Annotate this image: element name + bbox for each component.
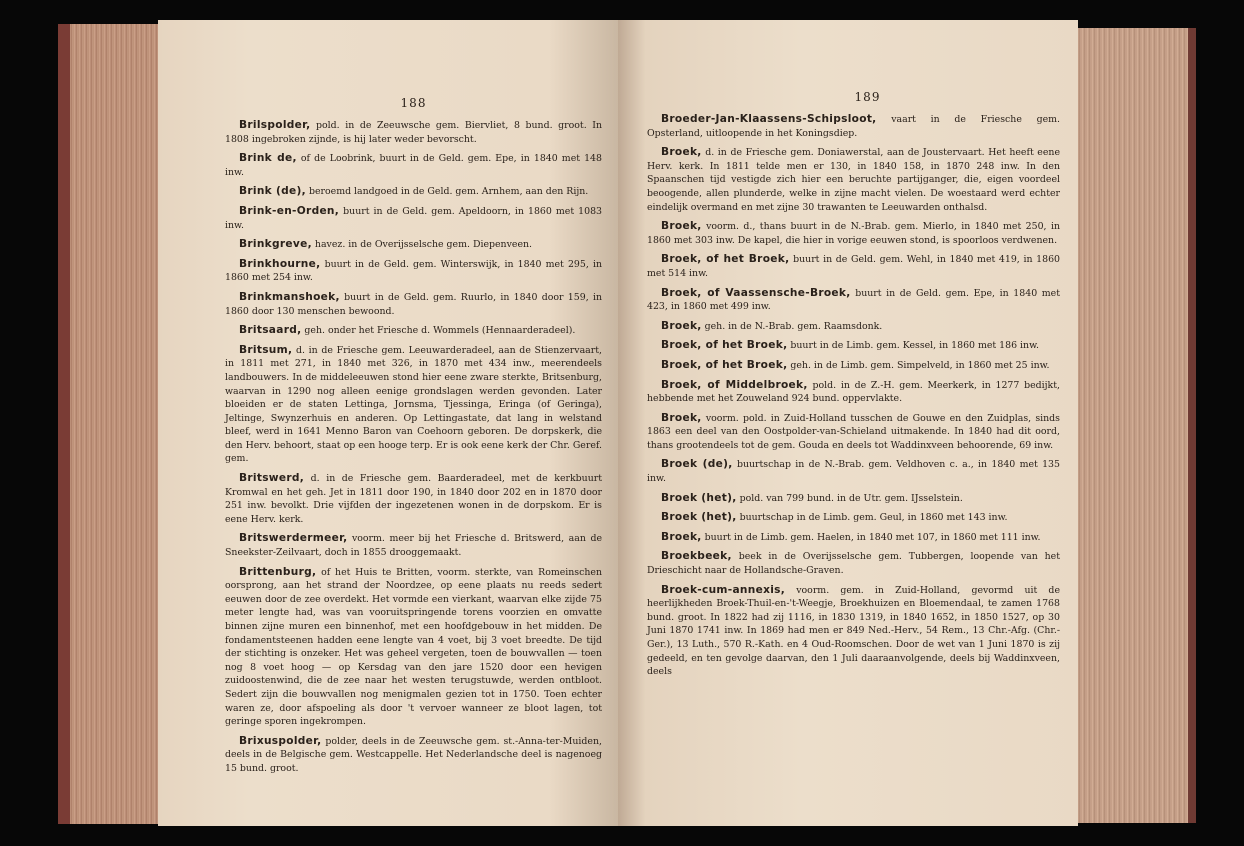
entry-headword: Brink de, xyxy=(239,152,297,165)
dictionary-entry xyxy=(647,511,1060,525)
entry-headword: Broek, xyxy=(661,530,702,543)
dictionary-entry xyxy=(225,344,602,466)
dictionary-entry xyxy=(647,379,1060,406)
entry-headword: Broek, xyxy=(661,146,702,159)
dictionary-entry xyxy=(647,113,1060,140)
entry-text: buurt in de Geld. gem. Wehl, in 1840 met 419, in 1860 met 514 inw. xyxy=(647,254,1061,279)
entry-headword: Broek, of het Broek, xyxy=(661,253,790,266)
dictionary-entry xyxy=(225,532,602,559)
entry-headword: Brittenburg, xyxy=(239,565,317,578)
entry-headword: Brinkhourne, xyxy=(239,257,321,270)
entry-text: buurt in de Limb. gem. Kessel, in 1860 met 186 inw. xyxy=(787,340,1039,352)
dictionary-entry xyxy=(647,531,1060,545)
entry-headword: Britswerdermeer, xyxy=(239,532,348,545)
entry-headword: Broek (het), xyxy=(661,491,737,504)
entry-text: buurt in de Geld. gem. Apeldoorn, in 1860 met 1083 inw. xyxy=(225,205,602,231)
entry-headword: Brixuspolder, xyxy=(239,734,322,747)
entry-text: pold. in de Zeeuwsche gem. Biervliet, 8 bund. groot. In 1808 ingebroken zijnde, is hij later weder bevorscht. xyxy=(225,120,602,145)
entry-text: buurt in de Geld. gem. Winterswijk, in 1840 met 295, in 1860 met 254 inw. xyxy=(225,258,602,284)
entry-headword: Broek, of het Broek, xyxy=(661,339,788,352)
entry-text: beroemd landgoed in de Geld. gem. Arnhem, aan den Rijn. xyxy=(305,186,589,198)
dictionary-entry xyxy=(647,320,1060,334)
dictionary-entry xyxy=(647,146,1060,214)
left-page xyxy=(158,20,618,826)
dictionary-entry xyxy=(647,287,1060,314)
entry-text: pold. in de Z.-H. gem. Meerkerk, in 1277 bedijkt, hebbende met het Zouweland 924 bund. oppervlakte. xyxy=(647,379,1060,405)
entry-text: d. in de Friesche gem. Leeuwarderadeel, aan de Stienzervaart, in 1811 met 271, in 1840 met 326, in 1870 met 434 inw., meerendeels landbouwers. In de middeleeuwen stond hier eene zware sterkte, Britsenburg, waarvan in 1290 nog alleen eenige grondslagen werden gevonden. Later bloeiden er de staten Lettinga, Jornsma, Tjessinga, Eringa (of Geringa), Jeltinge, Swynzerhuis en anderen. Op Lettingastate, dat lang in welstand bleef, werd in 1641 Menno Baron van Coehoorn geboren. De dorpskerk, die den Herv. behoort, staat op een hooge terp. Er is ook eene kerk der Chr. Geref. gem. xyxy=(225,344,602,465)
dictionary-entry xyxy=(225,258,602,285)
dictionary-entry xyxy=(647,584,1060,679)
entry-text: pold. van 799 bund. in de Utr. gem. IJsselstein. xyxy=(736,492,963,504)
right-page-edges xyxy=(1066,28,1196,823)
left-page-number: 188 xyxy=(400,96,427,110)
dictionary-entry xyxy=(647,220,1060,247)
entry-headword: Broek-cum-annexis, xyxy=(661,583,786,596)
dictionary-entry xyxy=(647,458,1060,485)
entry-text: of het Huis te Britten, voorm. sterkte, van Romeinschen oorsprong, aan het strand der Noordzee, op eene plaats nu reeds sedert eeuwen door de zee overdekt. Het vormde een vierkant, waarvan elke zijde 75 meter lengte had, was van vooruitspringende torens voorzien en omvatte binnen zijne muren een binnenhof, met een hoofdgebouw in het midden. De fondamentsteenen hadden eene lengte van 4 voet, bij 3 voet breedte. De tijd der stichting is onzeker. Het was geheel vergeten, toen de bouwvallen — toen nog 8 voet hoog — op Kersdag van den jare 1520 door een hevigen zuidoostenwind, die de zee naar het westen terugstuwde, werden ontbloot. Sedert zijn die bouwvallen nog menigmalen gezien tot in 1750. Toen echter waren ze, door afspoeling als door 't vervoer wanneer ze bloot lagen, tot geringe sporen ingekrompen. xyxy=(225,566,602,728)
entry-headword: Broek, of Middelbroek, xyxy=(661,378,808,391)
right-page-number: 189 xyxy=(854,90,881,104)
dictionary-entry xyxy=(225,291,602,318)
entry-headword: Broek, xyxy=(661,220,702,233)
right-page xyxy=(618,20,1078,826)
entry-text: voorm. pold. in Zuid-Holland tusschen de Gouwe en den Zuidplas, sinds 1863 een deel van den Oostpolder-van-Schieland uitmakende. In 1840 had dit oord, thans grootendeels tot de gem. Gouda en deels tot Waddinxveen behoorende, 69 inw. xyxy=(647,412,1060,451)
entry-headword: Brink-en-Orden, xyxy=(239,204,340,217)
dictionary-entry xyxy=(225,566,602,729)
entry-headword: Brilspolder, xyxy=(239,119,311,131)
entry-text: d. in de Friesche gem. Doniawerstal, aan de Joustervaart. Het heeft eene Herv. kerk. In 1811 telde men er 130, in 1840 158, in 1870 248 inw. In den Spaanschen tijd vestigde zich hier een beruchte partijganger, die, eigen voordeel beoogende, allen plunderde, welke in zijne macht vielen. De woestaard werd echter eindelijk overmand en met zijne 30 trawanten te Leeuwarden onthalsd. xyxy=(647,147,1060,213)
dictionary-entry xyxy=(225,185,602,199)
entry-text: voorm. meer bij het Friesche d. Britswerd, aan de Sneekster-Zeilvaart, doch in 1855 drooggemaakt. xyxy=(225,533,602,559)
entry-headword: Broek (de), xyxy=(661,458,733,471)
dictionary-entry xyxy=(225,472,602,526)
open-book xyxy=(58,20,1196,828)
entry-text: buurtschap in de Limb. gem. Geul, in 1860 met 143 inw. xyxy=(736,512,1008,524)
dictionary-entry xyxy=(225,735,602,776)
dictionary-entry xyxy=(647,492,1060,506)
dictionary-entry xyxy=(647,412,1060,453)
entry-text: buurt in de Geld. gem. Epe, in 1840 met 423, in 1860 met 499 inw. xyxy=(647,287,1060,313)
left-page-edges xyxy=(58,24,163,824)
entry-text: buurtschap in de N.-Brab. gem. Veldhoven c. a., in 1840 met 135 inw. xyxy=(647,459,1060,485)
entry-text: d. in de Friesche gem. Baarderadeel, met de kerkbuurt Kromwal en het geh. Jet in 1811 door 190, in 1840 door 202 en in 1870 door 251 inw. bevolkt. Drie vijfden der ingezetenen wonen in de dorpskom. Er is eene Herv. kerk. xyxy=(225,473,602,525)
entry-text: geh. in de Limb. gem. Simpelveld, in 1860 met 25 inw. xyxy=(787,359,1050,371)
dictionary-entry xyxy=(225,238,602,252)
entry-headword: Brink (de), xyxy=(239,185,306,198)
entry-text: voorm. gem. in Zuid-Holland, gevormd uit de heerlijkheden Broek-Thuil-en-'t-Weegje, Broekhuizen en Bloemendaal, te zamen 1768 bund. groot. In 1822 had zij 1116, in 1830 1319, in 1840 1652, in 1850 1527, op 30 Juni 1870 1741 inw. In 1869 had men er 849 Ned.-Herv., 54 Rem., 13 Chr.-Afg. (Chr.-Ger.), 13 Luth., 570 R.-Kath. en 4 Oud-Roomschen. Door de wet van 1 Juni 1870 is zij gedeeld, en ten gevolge daarvan, den 1 Juli daaraanvolgende, deels bij Waddinxveen, deels xyxy=(647,584,1060,678)
entry-headword: Britswerd, xyxy=(239,472,305,485)
dictionary-entry xyxy=(225,324,602,338)
entry-text: geh. in de N.-Brab. gem. Raamsdonk. xyxy=(701,320,883,332)
entry-text: polder, deels in de Zeeuwsche gem. st.-Anna-ter-Muiden, deels in de Belgische gem. Westcappelle. Het Nederlandsche deel is nagenoeg 15 bund. groot. xyxy=(225,735,602,774)
entry-text: buurt in de Geld. gem. Ruurlo, in 1840 door 159, in 1860 door 130 menschen bewoond. xyxy=(225,291,602,317)
entry-text: beek in de Overijsselsche gem. Tubbergen, loopende van het Drieschicht naar de Hollandsche-Graven. xyxy=(647,551,1060,577)
entry-text: geh. onder het Friesche d. Wommels (Hennaarderadeel). xyxy=(301,325,576,337)
entry-headword: Broek, of het Broek, xyxy=(661,358,788,371)
entry-headword: Broeder-Jan-Klaassens-Schipsloot, xyxy=(661,113,877,125)
entry-headword: Brinkmanshoek, xyxy=(239,290,340,303)
entry-text: buurt in de Limb. gem. Haelen, in 1840 met 107, in 1860 met 111 inw. xyxy=(701,531,1041,543)
entry-headword: Broekbeek, xyxy=(661,550,732,563)
entry-headword: Broek, xyxy=(661,411,702,424)
entry-headword: Britsum, xyxy=(239,343,293,356)
entry-text: of de Loobrink, buurt in de Geld. gem. Epe, in 1840 met 148 inw. xyxy=(225,153,602,178)
dictionary-entry xyxy=(647,550,1060,577)
entry-headword: Britsaard, xyxy=(239,324,302,337)
dictionary-entry xyxy=(225,152,602,179)
dictionary-entry xyxy=(647,253,1060,280)
dictionary-entry xyxy=(225,119,602,146)
entry-text: voorm. d., thans buurt in de N.-Brab. gem. Mierlo, in 1840 met 250, in 1860 met 303 inw. De kapel, die hier in vorige eeuwen stond, is spoorloos verdwenen. xyxy=(647,221,1060,246)
dictionary-entry xyxy=(647,339,1060,353)
entry-headword: Broek, of Vaassensche-Broek, xyxy=(661,286,851,299)
dictionary-entry xyxy=(647,359,1060,373)
entry-text: vaart in de Friesche gem. Opsterland, uitloopende in het Koningsdiep. xyxy=(647,114,1060,139)
right-entries xyxy=(647,113,1060,679)
entry-text: havez. in de Overijsselsche gem. Diepenveen. xyxy=(311,239,533,251)
left-entries xyxy=(225,119,602,776)
dictionary-entry xyxy=(225,205,602,232)
entry-headword: Broek, xyxy=(661,319,702,332)
entry-headword: Brinkgreve, xyxy=(239,238,312,251)
entry-headword: Broek (het), xyxy=(661,511,737,524)
